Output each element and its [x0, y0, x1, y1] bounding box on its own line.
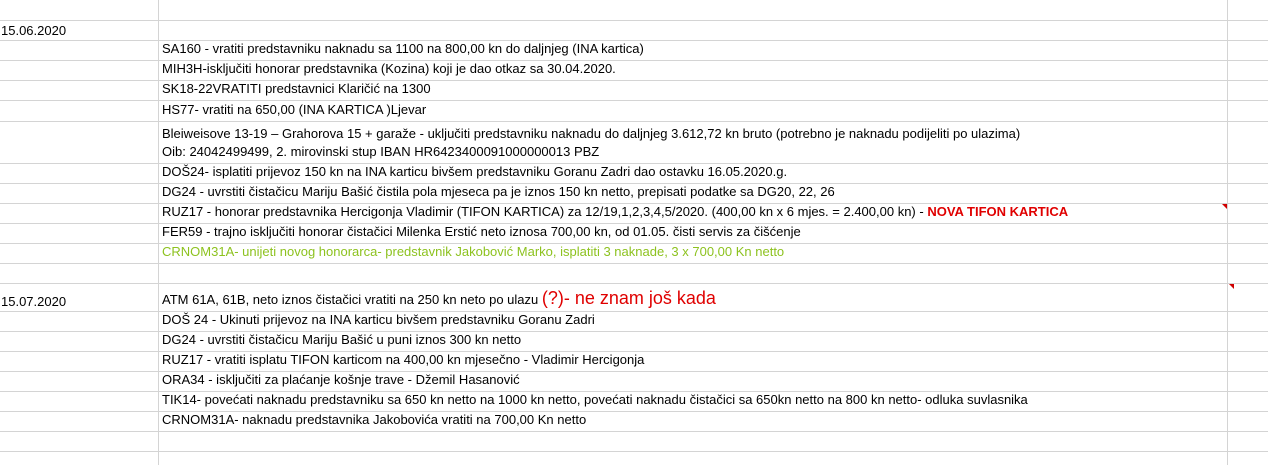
cell-a[interactable]	[0, 452, 159, 465]
item-cell[interactable]	[160, 101, 1228, 121]
cell-c[interactable]	[1229, 244, 1268, 263]
sheet-row[interactable]	[0, 452, 1268, 465]
cell-a[interactable]	[0, 81, 159, 100]
item-cell[interactable]	[160, 352, 1228, 371]
item-text	[162, 289, 1227, 309]
cell-c[interactable]	[1229, 61, 1268, 80]
sheet-row[interactable]	[0, 392, 1268, 412]
item-text	[162, 203, 1227, 221]
cell-c[interactable]	[1229, 224, 1268, 243]
sheet-row[interactable]	[0, 81, 1268, 101]
item-text: SK18-22VRATITI predstavnici Klaričić na 1300	[162, 81, 431, 96]
cell-c[interactable]	[1229, 81, 1268, 100]
cell-c[interactable]	[1229, 0, 1268, 20]
item-cell[interactable]	[160, 164, 1228, 183]
item-text: ORA34 - isključiti za plaćanje košnje trave - Džemil Hasanović	[162, 372, 520, 387]
date-text: 15.06.2020	[1, 23, 67, 38]
item-cell[interactable]	[160, 184, 1228, 203]
item-text: SA160 - vratiti predstavniku naknadu sa 1100 na 800,00 kn do daljnjeg (INA kartica)	[162, 41, 644, 56]
item-cell[interactable]	[160, 332, 1228, 351]
sheet-row[interactable]	[0, 0, 1268, 21]
item-cell[interactable]	[160, 122, 1228, 163]
item-text: TIK14- povećati naknadu predstavniku sa 650 kn netto na 1000 kn netto, povećati naknadu čistačici sa 650kn netto na 800 kn netto- odluka suvlasnika	[162, 392, 1028, 407]
item-text: DOŠ24- isplatiti prijevoz 150 kn na INA karticu bivšem predstavniku Goranu Zadri dao ostavku 16.05.2020.g.	[162, 164, 788, 179]
cell-a[interactable]	[0, 224, 159, 243]
sheet-row[interactable]	[0, 184, 1268, 204]
highlight-text: (?)- ne znam još kada	[541, 288, 716, 308]
cell-c[interactable]	[1229, 41, 1268, 60]
item-text: Bleiweisove 13-19 – Grahorova 15 + garaže - uključiti predstavniku naknadu do daljnjeg 3.612,72 kn bruto (potrebno je naknadu podijeliti po ulazima)	[162, 126, 1021, 141]
cell-c[interactable]	[1229, 284, 1268, 311]
date-cell[interactable]	[0, 284, 159, 311]
cell-b[interactable]	[160, 432, 1228, 451]
item-text: DOŠ 24 - Ukinuti prijevoz na INA karticu bivšem predstavniku Goranu Zadri	[162, 312, 595, 327]
cell-c[interactable]	[1229, 452, 1268, 465]
cell-c[interactable]	[1229, 352, 1268, 371]
cell-a[interactable]	[0, 0, 159, 20]
cell-c[interactable]	[1229, 204, 1268, 223]
highlight-text: NOVA TIFON KARTICA	[927, 204, 1069, 219]
item-text-line2: Oib: 24042499499, 2. mirovinski stup IBAN HR6423400091000000013 PBZ	[162, 144, 600, 159]
cell-a[interactable]	[0, 412, 159, 431]
cell-a[interactable]	[0, 264, 159, 283]
sheet-row[interactable]	[0, 332, 1268, 352]
sheet-row[interactable]	[0, 372, 1268, 392]
date-cell[interactable]	[0, 21, 159, 40]
item-text: FER59 - trajno isključiti honorar čistačici Milenka Erstić neto iznosa 700,00 kn, od 01.05. čisti servis za čišćenje	[162, 224, 801, 239]
sheet-row[interactable]	[0, 21, 1268, 41]
cell-b[interactable]	[160, 21, 1228, 40]
cell-c[interactable]	[1229, 21, 1268, 40]
cell-a[interactable]	[0, 164, 159, 183]
sheet-row[interactable]	[0, 204, 1268, 224]
cell-c[interactable]	[1229, 312, 1268, 331]
cell-a[interactable]	[0, 41, 159, 60]
sheet-row[interactable]	[0, 244, 1268, 264]
date-text: 15.07.2020	[1, 294, 67, 309]
item-cell[interactable]	[160, 41, 1228, 60]
sheet-row[interactable]	[0, 264, 1268, 284]
cell-a[interactable]	[0, 61, 159, 80]
item-text: DG24 - uvrstiti čistačicu Mariju Bašić u puni iznos 300 kn netto	[162, 332, 522, 347]
sheet-row[interactable]	[0, 164, 1268, 184]
comment-indicator[interactable]	[1222, 204, 1227, 209]
cell-a[interactable]	[0, 432, 159, 451]
item-cell[interactable]	[160, 392, 1228, 411]
item-cell[interactable]	[160, 81, 1228, 100]
cell-c[interactable]	[1229, 264, 1268, 283]
cell-a[interactable]	[0, 312, 159, 331]
item-cell[interactable]	[160, 372, 1228, 391]
sheet-row[interactable]	[0, 432, 1268, 452]
item-text-main: ATM 61A, 61B, neto iznos čistačici vratiti na 250 kn neto po ulazu	[162, 292, 542, 307]
cell-a[interactable]	[0, 184, 159, 203]
item-text: DG24 - uvrstiti čistačicu Mariju Bašić čistila pola mjeseca pa je iznos 150 kn netto, prepisati podatke sa DG20, 22, 26	[162, 184, 835, 199]
item-text: MIH3H-isključiti honorar predstavnika (Kozina) koji je dao otkaz sa 30.04.2020.	[162, 61, 616, 76]
cell-a[interactable]	[0, 244, 159, 263]
cell-c[interactable]	[1229, 101, 1268, 121]
item-text: RUZ17 - vratiti isplatu TIFON karticom na 400,00 kn mjesečno - Vladimir Hercigonja	[162, 352, 645, 367]
item-text: CRNOM31A- naknadu predstavnika Jakobovića vratiti na 700,00 Kn netto	[162, 412, 587, 427]
sheet-row[interactable]	[0, 101, 1268, 122]
comment-indicator[interactable]	[1229, 284, 1234, 289]
cell-a[interactable]	[0, 101, 159, 121]
sheet-row[interactable]	[0, 224, 1268, 244]
cell-c[interactable]	[1229, 372, 1268, 391]
item-cell[interactable]	[160, 284, 1228, 311]
cell-c[interactable]	[1229, 184, 1268, 203]
cell-c[interactable]	[1229, 392, 1268, 411]
cell-a[interactable]	[0, 122, 159, 163]
cell-c[interactable]	[1229, 412, 1268, 431]
item-cell[interactable]	[160, 412, 1228, 431]
sheet-row[interactable]	[0, 61, 1268, 81]
cell-a[interactable]	[0, 204, 159, 223]
cell-a[interactable]	[0, 392, 159, 411]
sheet-row[interactable]	[0, 352, 1268, 372]
item-text-main: RUZ17 - honorar predstavnika Hercigonja Vladimir (TIFON KARTICA) za 12/19,1,2,3,4,5/2020. (400,00 kn x 6 mjes. = 2.400,00 kn) -	[162, 204, 928, 219]
item-cell[interactable]	[160, 224, 1228, 243]
item-cell[interactable]	[160, 312, 1228, 331]
sheet-row[interactable]	[0, 122, 1268, 164]
item-cell[interactable]	[160, 61, 1228, 80]
cell-c[interactable]	[1229, 122, 1268, 163]
cell-b[interactable]	[160, 452, 1228, 465]
cell-c[interactable]	[1229, 164, 1268, 183]
sheet-row[interactable]	[0, 312, 1268, 332]
cell-b[interactable]	[160, 0, 1228, 20]
item-text: CRNOM31A- unijeti novog honorarca- predstavnik Jakobović Marko, isplatiti 3 naknade, 3 x 700,00 Kn netto	[162, 244, 785, 259]
cell-c[interactable]	[1229, 332, 1268, 351]
cell-a[interactable]	[0, 352, 159, 371]
sheet-row[interactable]	[0, 412, 1268, 432]
item-cell[interactable]	[160, 244, 1228, 263]
cell-b[interactable]	[160, 264, 1228, 283]
cell-c[interactable]	[1229, 432, 1268, 451]
item-cell[interactable]	[160, 204, 1228, 223]
sheet-row[interactable]	[0, 284, 1268, 312]
cell-a[interactable]	[0, 372, 159, 391]
item-text: HS77- vratiti na 650,00 (INA KARTICA )Ljevar	[162, 102, 427, 117]
cell-a[interactable]	[0, 332, 159, 351]
sheet-row[interactable]	[0, 41, 1268, 61]
